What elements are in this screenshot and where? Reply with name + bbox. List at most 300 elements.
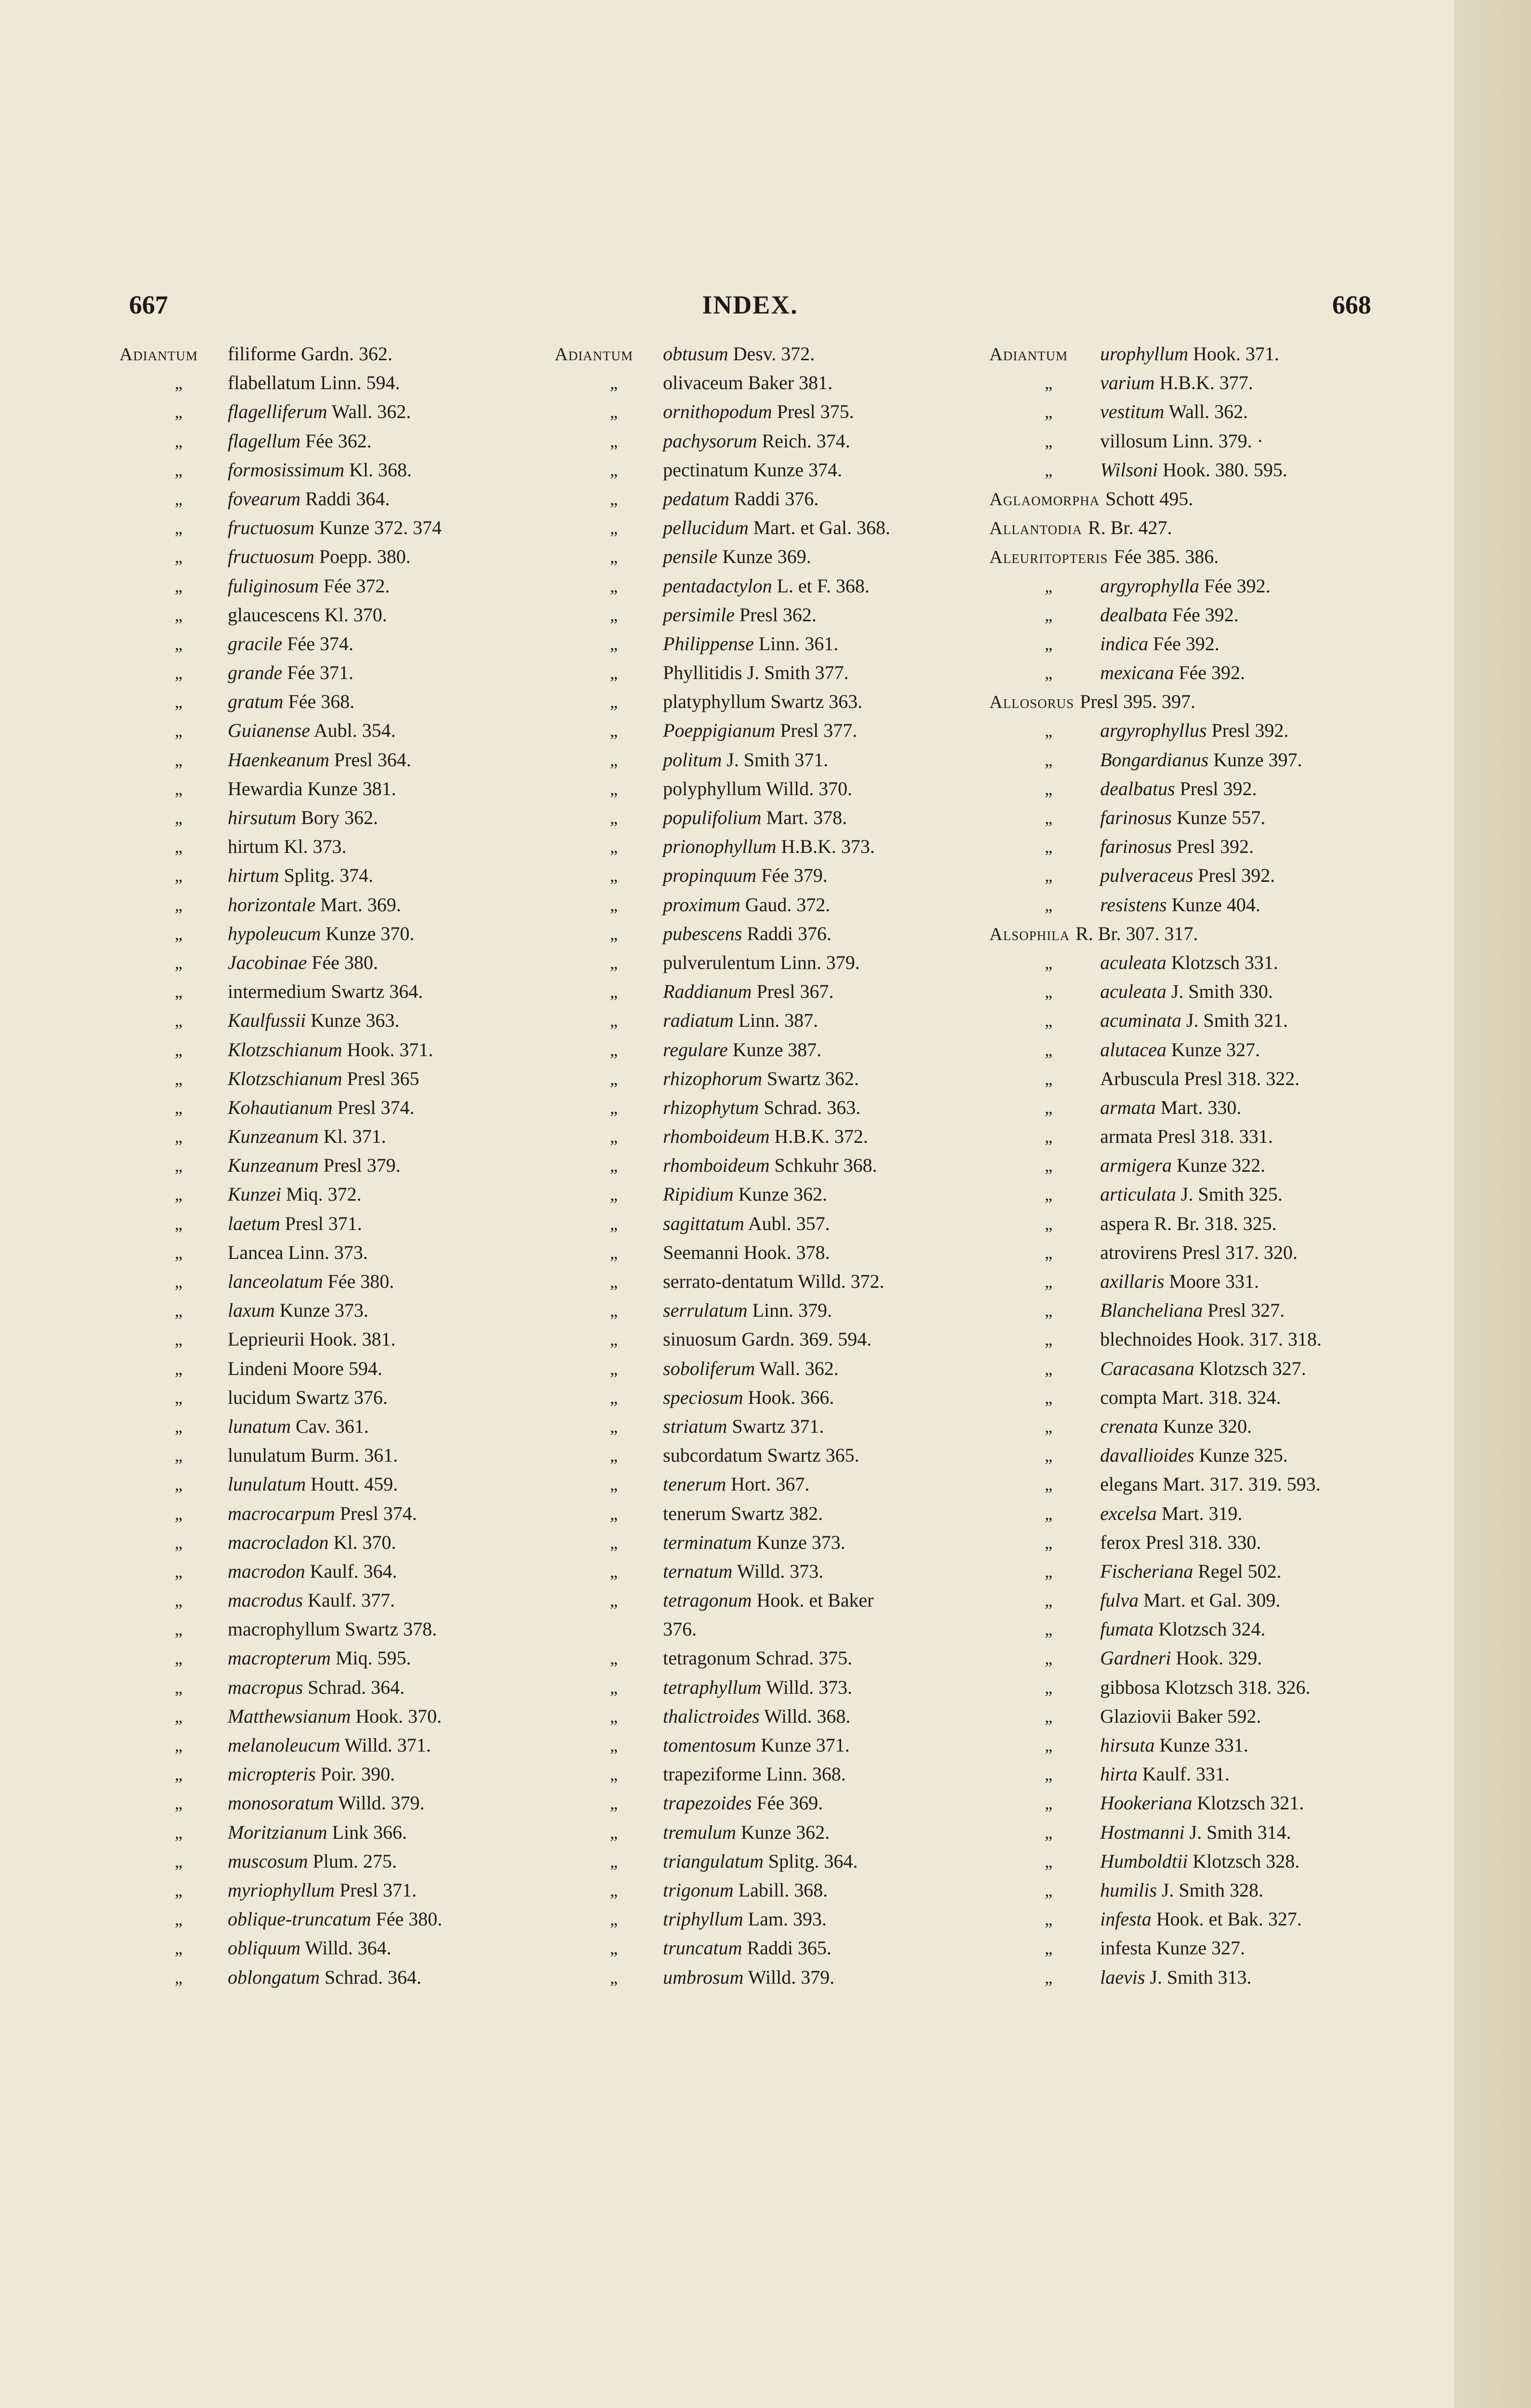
ditto-mark: „ bbox=[175, 1677, 182, 1697]
entry-text bbox=[228, 687, 354, 716]
ditto-mark: „ bbox=[1045, 1416, 1052, 1436]
entry-text bbox=[228, 803, 378, 832]
species-name: Fischeriana bbox=[1100, 1560, 1194, 1582]
index-entry bbox=[555, 1702, 993, 1731]
ditto-mark: „ bbox=[175, 1532, 182, 1552]
ditto-mark: „ bbox=[175, 1475, 182, 1494]
index-entry bbox=[119, 1383, 558, 1412]
index-entry bbox=[555, 1122, 993, 1151]
index-entry bbox=[989, 774, 1423, 803]
index-entry bbox=[989, 1528, 1423, 1557]
index-entry bbox=[989, 601, 1423, 629]
index-entry bbox=[555, 542, 993, 571]
index-entry bbox=[555, 1035, 993, 1064]
index-entry bbox=[119, 1441, 558, 1470]
author-and-pages: Schkuhr 368. bbox=[769, 1154, 877, 1177]
ditto-mark: „ bbox=[610, 750, 618, 770]
species-name: Kohautianum bbox=[228, 1096, 333, 1118]
index-entry bbox=[555, 977, 993, 1006]
author-and-pages: Linn. 594. bbox=[315, 372, 400, 394]
ditto-mark: „ bbox=[175, 1301, 182, 1321]
author-and-pages: Willd. 379. bbox=[334, 1792, 425, 1814]
entry-text bbox=[663, 977, 833, 1006]
index-entry bbox=[989, 368, 1423, 397]
ditto-mark: „ bbox=[1045, 1214, 1052, 1233]
author-and-pages: Fée 371. bbox=[282, 662, 354, 684]
entry-text bbox=[663, 368, 832, 397]
entry-text bbox=[663, 601, 817, 629]
species-name: Jacobinae bbox=[228, 951, 307, 973]
index-entry bbox=[555, 1296, 993, 1325]
entry-text bbox=[1100, 1093, 1241, 1122]
entry-text bbox=[228, 658, 353, 687]
author-and-pages: Kl. 373. bbox=[279, 836, 347, 858]
index-entry bbox=[119, 1644, 558, 1673]
entry-text bbox=[228, 1093, 415, 1122]
index-entry bbox=[119, 1905, 558, 1934]
author-and-pages: Schrad. 364. bbox=[320, 1966, 422, 1988]
author-and-pages: Klotzsch 327. bbox=[1194, 1357, 1306, 1379]
entry-text bbox=[1100, 1325, 1322, 1354]
species-name: macrophyllum bbox=[228, 1618, 340, 1640]
index-entry bbox=[119, 919, 558, 948]
species-name: crenata bbox=[1100, 1415, 1158, 1437]
index-entry bbox=[119, 977, 558, 1006]
ditto-mark: „ bbox=[610, 1069, 618, 1088]
species-name: pulverulentum bbox=[663, 951, 776, 973]
ditto-mark: „ bbox=[610, 721, 618, 741]
entry-text bbox=[228, 1499, 417, 1528]
entry-text bbox=[663, 1644, 852, 1673]
entry-text bbox=[663, 572, 869, 601]
index-column-1 bbox=[119, 340, 558, 1992]
index-entry bbox=[119, 1789, 558, 1818]
index-entry bbox=[989, 1963, 1423, 1992]
species-name: pulveraceus bbox=[1100, 864, 1194, 887]
species-name: politum bbox=[663, 748, 722, 771]
author-and-pages: Swartz 382. bbox=[726, 1502, 823, 1524]
genus-name: Alsophila bbox=[989, 924, 1070, 944]
author-and-pages: Mart. et Gal. 368. bbox=[748, 517, 891, 539]
author-and-pages: Kaulf. 377. bbox=[303, 1589, 395, 1611]
ditto-mark: „ bbox=[610, 1011, 618, 1031]
ditto-mark: „ bbox=[610, 924, 618, 943]
species-name: pedatum bbox=[663, 487, 729, 510]
entry-text bbox=[663, 1093, 860, 1122]
ditto-mark: „ bbox=[175, 1793, 182, 1813]
entry-text bbox=[663, 1064, 859, 1093]
entry-text bbox=[1100, 1006, 1288, 1035]
species-name: Leprieurii bbox=[228, 1328, 305, 1350]
ditto-mark: „ bbox=[1045, 1069, 1052, 1088]
ditto-mark: „ bbox=[1045, 1156, 1052, 1176]
entry-text bbox=[1100, 1412, 1252, 1441]
ditto-mark: „ bbox=[175, 808, 182, 827]
entry-text bbox=[228, 1383, 388, 1412]
author-and-pages: Presl 392. bbox=[1175, 777, 1257, 799]
index-entry bbox=[989, 658, 1423, 687]
species-name: tetraphyllum bbox=[663, 1676, 762, 1698]
index-entry bbox=[555, 484, 993, 513]
index-entry bbox=[989, 629, 1423, 658]
author-and-pages: Willd. 372. bbox=[793, 1270, 884, 1292]
species-name: humilis bbox=[1100, 1879, 1157, 1901]
index-entry bbox=[989, 484, 1423, 513]
index-entry bbox=[989, 1557, 1423, 1586]
entry-text bbox=[663, 1383, 834, 1412]
species-name: alutacea bbox=[1100, 1038, 1167, 1060]
index-entry bbox=[989, 456, 1423, 484]
species-name: tomentosum bbox=[663, 1734, 756, 1756]
species-name: dealbata bbox=[1100, 603, 1168, 626]
entry-text bbox=[228, 1470, 398, 1499]
species-name: proximum bbox=[663, 893, 740, 916]
author-and-pages: Cav. 361. bbox=[291, 1415, 369, 1437]
entry-text bbox=[1100, 1963, 1251, 1992]
entry-text bbox=[228, 1209, 362, 1238]
ditto-mark: „ bbox=[610, 1156, 618, 1176]
ditto-mark: „ bbox=[1045, 779, 1052, 798]
entry-text bbox=[1100, 1934, 1245, 1963]
species-name: lunulatum bbox=[228, 1473, 306, 1495]
author-and-pages: Presl 379. bbox=[318, 1154, 401, 1177]
ditto-mark: „ bbox=[610, 837, 618, 857]
ditto-mark: „ bbox=[175, 1156, 182, 1176]
author-and-pages: Linn. 373. bbox=[283, 1241, 368, 1263]
species-name: serrulatum bbox=[663, 1299, 748, 1322]
index-entry bbox=[119, 1557, 558, 1586]
entry-text bbox=[663, 1470, 809, 1499]
index-entry bbox=[119, 1615, 558, 1644]
author-and-pages: Wall. 362. bbox=[755, 1357, 839, 1379]
species-name: polyphyllum bbox=[663, 777, 762, 799]
author-and-pages: Willd. 379. bbox=[743, 1966, 835, 1988]
species-name: rhomboideum bbox=[663, 1154, 770, 1177]
species-name: acuminata bbox=[1100, 1009, 1181, 1032]
ditto-mark: „ bbox=[175, 1967, 182, 1987]
species-name: oblique-truncatum bbox=[228, 1908, 371, 1930]
ditto-mark: „ bbox=[610, 1475, 618, 1494]
species-name: micropteris bbox=[228, 1763, 316, 1785]
entry-text bbox=[1100, 1441, 1288, 1470]
species-name: resistens bbox=[1100, 893, 1167, 916]
index-entry bbox=[555, 1876, 993, 1905]
species-name: propinquum bbox=[663, 864, 757, 887]
species-name: articulata bbox=[1100, 1183, 1176, 1205]
species-name: lunulatum bbox=[228, 1444, 306, 1466]
entry-text bbox=[228, 1934, 391, 1963]
species-name: hypoleucum bbox=[228, 922, 321, 944]
author-and-pages: Mart. 330. bbox=[1155, 1096, 1242, 1118]
species-name: Moritzianum bbox=[228, 1821, 327, 1843]
author-and-pages: Presl 375. bbox=[772, 401, 854, 423]
species-name: Kunzei bbox=[228, 1183, 282, 1205]
ditto-mark: „ bbox=[1045, 721, 1052, 741]
index-entry bbox=[989, 1876, 1423, 1905]
author-and-pages: Willd. 370. bbox=[761, 777, 853, 799]
species-name: Raddianum bbox=[663, 981, 752, 1003]
entry-text bbox=[1100, 1151, 1265, 1180]
species-name: fructuosum bbox=[228, 517, 314, 539]
ditto-mark: „ bbox=[1045, 1243, 1052, 1262]
index-entry bbox=[119, 1876, 558, 1905]
index-title: INDEX. bbox=[702, 290, 798, 319]
entry-text bbox=[228, 1180, 362, 1209]
ditto-mark: „ bbox=[610, 576, 618, 596]
author-and-pages: Lam. 393. bbox=[743, 1908, 827, 1930]
author-and-pages: Baker 381. bbox=[743, 372, 833, 394]
ditto-mark: „ bbox=[610, 1532, 618, 1552]
entry-text bbox=[1100, 1528, 1261, 1557]
entry-text bbox=[663, 1905, 827, 1934]
entry-text bbox=[1114, 546, 1219, 567]
species-name: horizontale bbox=[228, 893, 316, 916]
entry-text bbox=[1100, 368, 1253, 397]
index-entry bbox=[555, 1905, 993, 1934]
author-and-pages: H.B.K. 372. bbox=[769, 1125, 868, 1148]
author-and-pages: Swartz 376. bbox=[291, 1386, 388, 1408]
species-name: atrovirens bbox=[1100, 1241, 1177, 1263]
ditto-mark: „ bbox=[1045, 808, 1052, 827]
ditto-mark: „ bbox=[610, 779, 618, 798]
ditto-mark: „ bbox=[175, 866, 182, 886]
ditto-mark: „ bbox=[175, 1040, 182, 1060]
index-entry bbox=[989, 890, 1423, 919]
species-name: Hewardia bbox=[228, 777, 303, 799]
author-and-pages: Kunze 374. bbox=[748, 458, 843, 481]
species-name: glaucescens bbox=[228, 603, 320, 626]
entry-text bbox=[1100, 1731, 1248, 1760]
index-entry bbox=[119, 629, 558, 658]
entry-text bbox=[663, 1528, 845, 1557]
ditto-mark: „ bbox=[175, 1620, 182, 1639]
species-name: flagellum bbox=[228, 430, 301, 452]
entry-text bbox=[1100, 629, 1220, 658]
index-entry bbox=[119, 1296, 558, 1325]
author-and-pages: Raddi 376. bbox=[729, 487, 819, 510]
species-name: intermedium bbox=[228, 981, 326, 1003]
author-and-pages: Mart. 318. 324. bbox=[1156, 1386, 1281, 1408]
entry-text bbox=[1100, 716, 1288, 745]
ditto-mark: „ bbox=[610, 1359, 618, 1378]
author-and-pages: Presl 371. bbox=[280, 1212, 362, 1234]
species-name: oblongatum bbox=[228, 1966, 320, 1988]
index-entry bbox=[119, 716, 558, 745]
species-name: grande bbox=[228, 662, 283, 684]
entry-text bbox=[1100, 803, 1265, 832]
ditto-mark: „ bbox=[1045, 1677, 1052, 1697]
ditto-mark: „ bbox=[175, 953, 182, 972]
index-entry bbox=[555, 1760, 993, 1789]
species-name: Phyllitidis bbox=[663, 662, 742, 684]
index-entry bbox=[989, 919, 1423, 948]
species-name: Hostmanni bbox=[1100, 1821, 1185, 1843]
author-and-pages: Presl 365 bbox=[342, 1067, 419, 1089]
index-entry bbox=[989, 803, 1423, 832]
ditto-mark: „ bbox=[1045, 1272, 1052, 1291]
index-entry bbox=[555, 1934, 993, 1963]
entry-text bbox=[1100, 1644, 1262, 1673]
entry-text bbox=[228, 1731, 431, 1760]
author-and-pages: Fée 392. bbox=[1148, 632, 1220, 654]
author-and-pages: Fée 372. bbox=[318, 575, 390, 597]
author-and-pages: R. Br. 307. 317. bbox=[1075, 922, 1198, 944]
ditto-mark: „ bbox=[1045, 1706, 1052, 1726]
entry-text bbox=[663, 1702, 851, 1731]
species-name: Humboldtii bbox=[1100, 1850, 1188, 1872]
entry-text bbox=[663, 1325, 871, 1354]
author-and-pages: Kunze 404. bbox=[1167, 893, 1260, 916]
author-and-pages: Mart. et Gal. 309. bbox=[1138, 1589, 1281, 1611]
index-entry bbox=[119, 1731, 558, 1760]
index-entry bbox=[989, 746, 1423, 774]
species-name: sagittatum bbox=[663, 1212, 744, 1234]
index-entry bbox=[989, 1093, 1423, 1122]
species-name: myriophyllum bbox=[228, 1879, 335, 1901]
species-name: argyrophyllus bbox=[1100, 720, 1207, 742]
author-and-pages: Willd. 364. bbox=[300, 1937, 391, 1959]
entry-text bbox=[228, 484, 390, 513]
ditto-mark: „ bbox=[1045, 1793, 1052, 1813]
index-entry: Adiantum filiforme Gardn. 362. bbox=[119, 340, 558, 368]
species-name: blechnoides bbox=[1100, 1328, 1193, 1350]
ditto-mark: „ bbox=[1045, 1330, 1052, 1349]
author-and-pages: Schrad. 364. bbox=[303, 1676, 405, 1698]
species-name: Klotzschianum bbox=[228, 1067, 342, 1089]
species-name: infesta bbox=[1100, 1937, 1152, 1959]
index-entry bbox=[989, 1151, 1423, 1180]
ditto-mark: „ bbox=[610, 1387, 618, 1407]
ditto-mark: „ bbox=[610, 1416, 618, 1436]
index-entry bbox=[555, 1789, 993, 1818]
index-entry bbox=[989, 1412, 1423, 1441]
entry-text bbox=[1100, 1673, 1310, 1702]
species-name: filiforme bbox=[228, 343, 297, 365]
index-entry bbox=[555, 890, 993, 919]
author-and-pages: Mart. 317. 319. 593. bbox=[1157, 1473, 1321, 1495]
entry-text bbox=[228, 542, 411, 571]
entry-text bbox=[228, 746, 411, 774]
ditto-mark: „ bbox=[610, 1185, 618, 1204]
index-entry bbox=[119, 1267, 558, 1296]
index-entry bbox=[119, 1122, 558, 1151]
ditto-mark: „ bbox=[1045, 1880, 1052, 1900]
ditto-mark: „ bbox=[1045, 1098, 1052, 1117]
index-entry bbox=[119, 1151, 558, 1180]
species-name: pubescens bbox=[663, 922, 742, 944]
ditto-mark: „ bbox=[1045, 402, 1052, 422]
index-entry bbox=[119, 1238, 558, 1267]
index-entry bbox=[119, 1702, 558, 1731]
species-name: fuliginosum bbox=[228, 575, 319, 597]
species-name: farinosus bbox=[1100, 807, 1172, 828]
ditto-mark: „ bbox=[1045, 1822, 1052, 1842]
species-name: hirta bbox=[1100, 1763, 1138, 1785]
author-and-pages: Presl 362. bbox=[734, 603, 817, 626]
index-entry bbox=[555, 803, 993, 832]
author-and-pages: J. Smith 330. bbox=[1166, 981, 1273, 1003]
ditto-mark: „ bbox=[610, 1938, 618, 1958]
species-name: platyphyllum bbox=[663, 691, 766, 713]
author-and-pages: Raddi 365. bbox=[742, 1937, 831, 1959]
author-and-pages: Willd. 373. bbox=[761, 1676, 853, 1698]
index-entry bbox=[989, 1499, 1423, 1528]
ditto-mark: „ bbox=[175, 634, 182, 654]
ditto-mark: „ bbox=[610, 1591, 618, 1610]
author-and-pages: Kunze 327. bbox=[1151, 1937, 1246, 1959]
index-entry bbox=[989, 1035, 1423, 1064]
entry-text bbox=[663, 427, 850, 456]
entry-text bbox=[228, 1905, 442, 1934]
index-entry bbox=[989, 1383, 1423, 1412]
entry-text bbox=[663, 919, 831, 948]
entry-text bbox=[1100, 774, 1257, 803]
author-and-pages: Hook. 380. 595. bbox=[1158, 458, 1287, 481]
entry-text bbox=[663, 1934, 831, 1963]
index-entry bbox=[119, 746, 558, 774]
index-entry bbox=[555, 1557, 993, 1586]
index-entry bbox=[555, 456, 993, 484]
author-and-pages: Gaud. 372. bbox=[740, 893, 830, 916]
author-and-pages: Fée 392. bbox=[1174, 662, 1246, 684]
author-and-pages: Hook. 371. bbox=[1188, 343, 1279, 365]
index-entry bbox=[119, 1412, 558, 1441]
ditto-mark: „ bbox=[175, 692, 182, 712]
ditto-mark: „ bbox=[1045, 1504, 1052, 1523]
index-entry bbox=[119, 774, 558, 803]
species-name: hirtum bbox=[228, 864, 279, 887]
index-entry bbox=[989, 1064, 1423, 1093]
index-entry bbox=[989, 948, 1423, 977]
species-name: tetragonum bbox=[663, 1647, 751, 1669]
author-and-pages: Kunze 362. bbox=[736, 1821, 830, 1843]
index-entry bbox=[119, 1093, 558, 1122]
species-name: regulare bbox=[663, 1038, 728, 1060]
author-and-pages: Hook. 371. bbox=[342, 1038, 433, 1060]
entry-text bbox=[228, 513, 441, 542]
ditto-mark: „ bbox=[1045, 1765, 1052, 1784]
entry-text bbox=[228, 1644, 411, 1673]
index-entry bbox=[555, 1267, 993, 1296]
ditto-mark: „ bbox=[610, 1967, 618, 1987]
ditto-mark: „ bbox=[175, 837, 182, 857]
author-and-pages: Linn. 379. · bbox=[1168, 430, 1263, 452]
author-and-pages: Wall. 362. bbox=[327, 401, 411, 423]
ditto-mark: „ bbox=[1045, 1301, 1052, 1321]
author-and-pages: Klotzsch 321. bbox=[1192, 1792, 1304, 1814]
author-and-pages: Willd. 368. bbox=[759, 1705, 851, 1727]
page-edge bbox=[1454, 0, 1531, 2408]
species-name: Bongardianus bbox=[1100, 748, 1209, 771]
entry-text bbox=[663, 1354, 839, 1383]
index-entry bbox=[989, 687, 1423, 716]
author-and-pages: R. Br. 427. bbox=[1088, 517, 1172, 539]
author-and-pages: Miq. 372. bbox=[281, 1183, 362, 1205]
ditto-mark: „ bbox=[1045, 1387, 1052, 1407]
ditto-mark: „ bbox=[175, 1243, 182, 1262]
entry-text bbox=[228, 1847, 397, 1876]
entry-text bbox=[663, 1557, 823, 1586]
entry-text bbox=[228, 1818, 407, 1847]
index-entry bbox=[119, 1528, 558, 1557]
entry-text bbox=[1100, 1818, 1291, 1847]
entry-text bbox=[663, 1412, 824, 1441]
species-name: pensile bbox=[663, 546, 718, 568]
entry-text bbox=[228, 1441, 398, 1470]
author-and-pages: Mart. 319. bbox=[1156, 1502, 1243, 1524]
index-entry bbox=[119, 368, 558, 397]
ditto-mark: „ bbox=[610, 489, 618, 509]
